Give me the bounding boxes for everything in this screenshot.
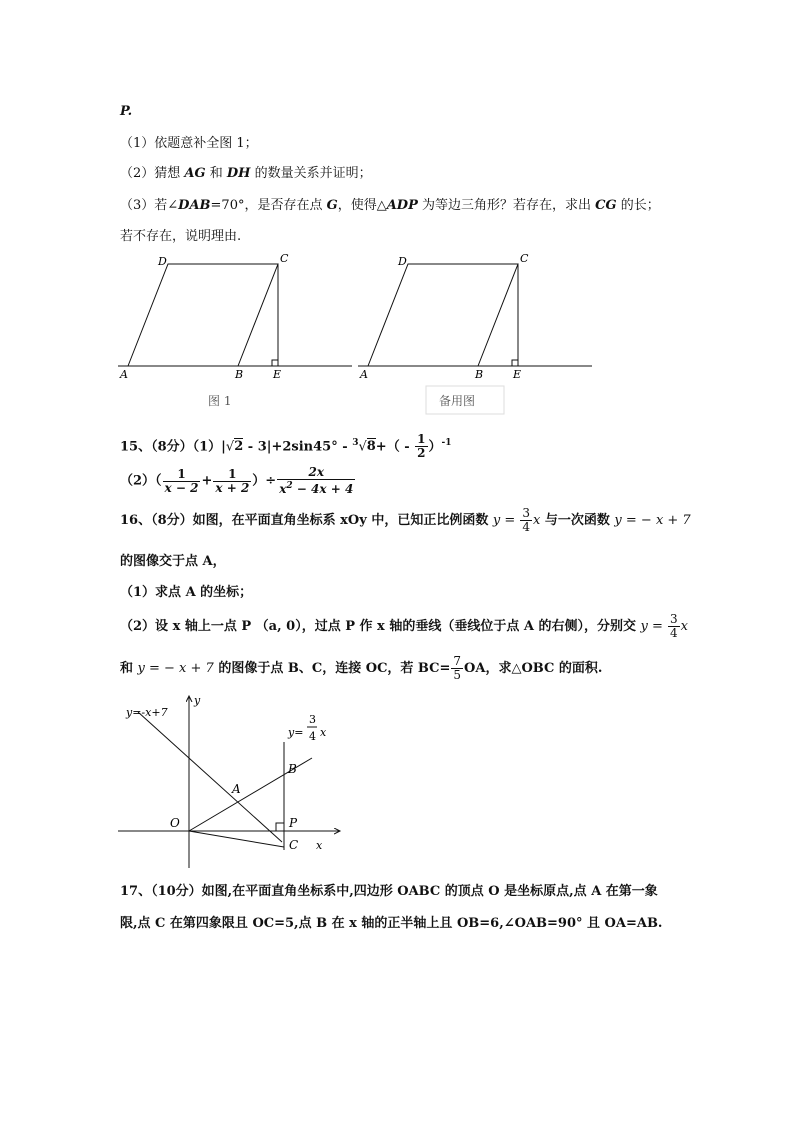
q14-part3-adp: ADP	[386, 198, 418, 213]
label-o: O	[170, 816, 180, 830]
q16-linear: y = − x + 7	[614, 513, 691, 528]
q16-part1: （1）求点 A 的坐标；	[120, 585, 253, 600]
label-line2-x: x	[320, 726, 327, 739]
q15-fraction-3	[277, 466, 355, 496]
q15-f3-den	[277, 480, 355, 496]
q14-part2-dh: DH	[226, 166, 251, 181]
q14-part3-cg: CG	[595, 198, 617, 213]
fig2-label-e: E	[513, 368, 522, 381]
q16-bc-fraction	[451, 655, 463, 682]
q15-plus-paren: +（ -	[375, 439, 415, 455]
q15-f1-num: 1	[163, 468, 201, 482]
label-b: B	[288, 762, 297, 776]
right-angle-mark	[276, 823, 284, 831]
q15-f3-den-sup: 2	[286, 481, 293, 491]
q16-p2-x: x	[680, 619, 689, 634]
line-y-neg-x-plus-7	[138, 712, 282, 842]
q15-head: 15、（8分）（1）|	[120, 439, 226, 455]
q15-fraction-2	[213, 468, 251, 495]
q15-cbrt-index: 3	[352, 438, 359, 448]
cbrt-symbol: √	[358, 439, 367, 455]
q15-power: -1	[441, 438, 452, 448]
q15-part1	[120, 428, 452, 462]
q15-half-fraction	[415, 433, 427, 460]
label-a: A	[232, 782, 241, 796]
fig1-label-b: B	[235, 368, 244, 381]
q16-bc-num: 7	[453, 654, 462, 668]
q15-plus: +	[201, 473, 213, 489]
q16-line4	[120, 654, 602, 684]
q17-line2: 限,点 C 在第四象限且 OC=5,点 B 在 x 轴的正半轴上且 OB=6,∠OAB=90° 且 OA=AB.	[120, 916, 663, 931]
q15-f1-den: x − 2	[164, 480, 199, 495]
q16-l4-pre: 和	[120, 661, 138, 676]
label-c: C	[289, 838, 299, 852]
q14-part3-eq: =70°，是否存在点	[210, 198, 327, 213]
q16-l1-mid: 与一次函数	[540, 513, 615, 528]
q14-part3-line2: 若不存在，说明理由.	[120, 229, 242, 244]
label-line2-den: 4	[309, 730, 316, 743]
q16-l4-end: OA，求△OBC 的面积.	[464, 661, 603, 676]
q15-f2-den: x + 2	[215, 480, 250, 495]
q16-y: y	[492, 513, 501, 528]
q16-l1-pre: 16、（8分）如图，在平面直角坐标系 xOy 中，已知正比例函数	[120, 513, 493, 528]
q16-p2-pre: （2）设 x 轴上一点 P （a, 0），过点 P 作 x 轴的垂线（垂线位于点 A 的右侧），分别交	[120, 619, 641, 634]
q14-part3-pre: （3）若∠	[120, 198, 179, 213]
q16-line1	[120, 506, 691, 536]
q16-bc-den: 5	[453, 668, 462, 682]
q15-fraction-1	[163, 468, 201, 495]
q14-part3-dab: DAB	[178, 198, 211, 213]
q16-k-fraction	[520, 507, 532, 534]
q14-part2-pre: （2）猜想	[120, 166, 185, 181]
q15-cbrt-value: 8	[366, 439, 376, 455]
figure-1-parallelogram	[118, 264, 352, 366]
fig1-caption: 图 1	[208, 394, 232, 408]
q16-k-den: 4	[522, 520, 531, 534]
q15-f2-num: 1	[213, 468, 251, 482]
fig2-caption: 备用图	[439, 394, 476, 408]
q16-coordinate-figure	[110, 690, 360, 875]
q17-line1: 17、（10分）如图,在平面直角坐标系中,四边形 OABC 的顶点 O 是坐标原点,点 A 在第一象	[120, 884, 658, 899]
fig1-label-e: E	[273, 368, 282, 381]
q16-p2-y: y	[640, 619, 648, 634]
q14-part3	[120, 196, 660, 216]
q15-abs-rest: - 3|+2sin45° -	[243, 439, 353, 455]
q16-k-num: 3	[522, 506, 531, 520]
q16-eq: =	[500, 513, 520, 528]
q15-p2-open: （2）（	[120, 473, 162, 489]
q16-l4-linear: y = − x + 7	[137, 661, 214, 676]
q15-p2-close: ）÷	[252, 473, 277, 489]
label-x-axis: x	[316, 839, 323, 852]
q16-part2	[120, 612, 688, 642]
fig2-label-b: B	[475, 368, 484, 381]
fig1-label-a: A	[120, 368, 128, 381]
q15-sqrt-value: 2	[234, 439, 244, 455]
q15-f3-num: 2x	[277, 466, 355, 480]
label-y-axis: y	[194, 694, 201, 707]
q15-half-num: 1	[417, 432, 426, 447]
point-p-label: P.	[120, 104, 133, 119]
figure-2-parallelogram	[358, 264, 592, 366]
q14-part3-end: 的长；	[616, 198, 660, 213]
q14-figures	[110, 250, 610, 420]
q16-p2-eq: =	[647, 619, 668, 634]
q15-part2	[120, 466, 356, 497]
fig2-label-c: C	[520, 252, 529, 265]
q15-f3-den-b: − 4x + 4	[292, 482, 354, 496]
q16-l4-mid: 的图像于点 B、C，连接 OC，若 BC=	[213, 661, 451, 676]
fig1-label-d: D	[158, 255, 167, 268]
q16-x: x	[533, 513, 541, 528]
q16-line2: 的图像交于点 A，	[120, 554, 226, 569]
q14-part3-g: G	[326, 198, 338, 213]
label-line2-num: 3	[309, 713, 316, 726]
q15-f3-den-a: x	[279, 482, 287, 496]
fig2-label-a: A	[360, 368, 368, 381]
q14-part2	[120, 164, 372, 184]
q15-half-den: 2	[417, 446, 426, 461]
sqrt-symbol: √	[225, 439, 235, 455]
label-line1: y=-x+7	[126, 706, 168, 719]
q14-part1: （1）依题意补全图 1；	[120, 136, 258, 151]
fig2-label-d: D	[398, 255, 407, 268]
q16-p2-k-den: 4	[670, 626, 678, 640]
label-p: P	[289, 816, 298, 830]
q14-part3-mid: ，使得△	[337, 198, 387, 213]
q16-p2-fraction	[668, 613, 680, 640]
q14-part2-and: 和	[205, 166, 227, 181]
q14-part2-post: 的数量关系并证明；	[250, 166, 372, 181]
label-line2-pre: y=	[288, 726, 304, 739]
q16-p2-k-num: 3	[670, 612, 678, 626]
segment-oc	[189, 831, 284, 847]
fig1-label-c: C	[280, 252, 289, 265]
q15-close: ）	[428, 439, 442, 455]
q14-part2-ag: AG	[184, 166, 206, 181]
q14-part3-mid2: 为等边三角形？若存在，求出	[417, 198, 596, 213]
